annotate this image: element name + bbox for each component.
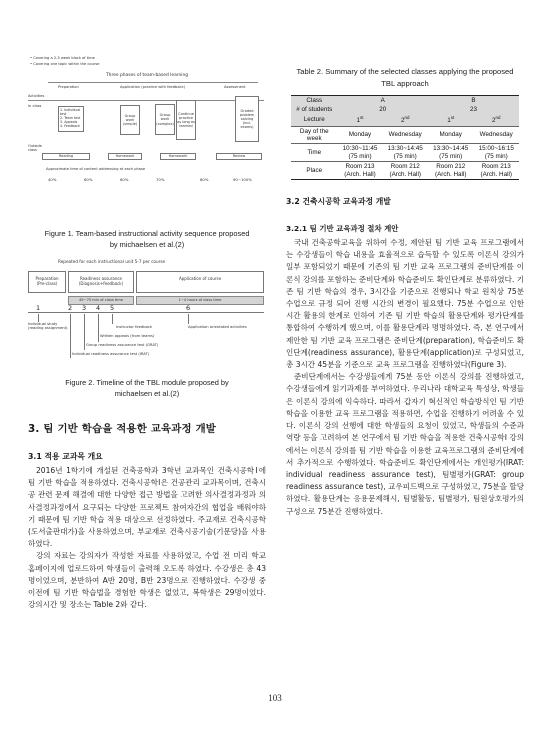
percent-label: 60% <box>84 177 93 182</box>
lecture-suffix: nd <box>495 115 501 121</box>
table-row <box>291 105 519 114</box>
section-3-2-1-paragraph-1: 국내 건축공학교육을 위하여 수정, 제안된 팀 기반 교육 프로그램에서는 수강생들이 학습 내용을 효율적으로 습득할 수 있도록 이론식 강의가 일부 포함되었기 때문에 기존의 팀 기반 교육 프로그램의 준비단계를 이론식 강의를 포함하는 준비단계와 학습준비도 확인단계로 분류하였다. 기존 팀 기반 학습의 경우, 3시간을 기준으로 진행되나 학교 원칙상 75분 수업으로 규정 되어 진행 시간의 변경이 필요했다. 75분 수업으로 인한 시간 활용의 한계로 인하여 기존 팀 기반 학습의 활용단계와 평가단계를 통합하여 수행하게 했으며, 이를 활용단계라 명명하였다. 즉, 본 연구에서 제안한 팀 기반 교육 프로그램은 준비단계(preparation), 학습준비도 확인단계(readiness assurance), 활용단계(application)로 구성되었고, 총 3시간 45분을 기준으로 교육 프로그램을 진행하였다(Figure 3). <box>286 237 524 370</box>
figure-2-caption <box>28 377 266 400</box>
section-3-1-title: 3.1 적용 교과목 개요 <box>28 451 103 461</box>
timeline-line <box>28 312 264 313</box>
table-cell <box>291 126 338 144</box>
table-cell <box>428 162 474 180</box>
table-cell: 23 <box>428 105 519 114</box>
percent-label: 70% <box>156 177 165 182</box>
table-row <box>291 126 519 144</box>
figure-2-diagram <box>28 259 266 363</box>
table-cell <box>428 115 474 127</box>
left-column <box>28 56 266 612</box>
table-2-caption-line: Table 2. Summary of the selected classes applying the proposed <box>296 67 514 76</box>
group-work-complex-box: Group work (complex) <box>155 104 175 135</box>
section-3-2-1-paragraph-2: 준비단계에서는 수강생들에게 75분 동안 이론식 강의를 진행하였고, 수강생들에게 읽기과제를 부여하였다. 우리나라 대학교육 특성상, 학생들은 이론식 강의에 익숙하다. 따라서 갑자기 혁신적인 학습방식인 팀 기반 학습을 이용한 교육 프로그램을 적용하면, 수업을 진행하기 어려울 수 있다. 이론식 강의 선행에 대한 학생들의 요청이 있었고, 학생들의 수준과 역량 등을 고려하여 본 연구에서 팀 기반 학습을 적용한 건축시공학Ⅰ 강의에서는 이론식 강의를 팀 기반 학습을 이용한 교육프로그램의 준비단계에서 추가적으로 수행하였다. 학습준비도 확인단계에서는 개인평가(IRAT: individual readiness assurance test), 팀별평가(GRAT: group readiness assurance test), 교우피드백으로 구성하였고, 75분을 할당하였다. 활용단계는 응용문제해시, 팀별활동, 팀별평가, 팀원상호평가의 구성으로 75분간 진행하였다. <box>286 372 524 516</box>
figure-1-bullet: • Covering one topic within the course <box>30 62 100 66</box>
tick-line <box>98 314 99 342</box>
lecture-suffix: nd <box>404 115 410 121</box>
phase-preparation: Preparation <box>58 85 79 89</box>
section-3-1-paragraph-2: 강의 자료는 강의자가 작성한 자료를 사용하였고, 수업 전 미리 학교 홈페이지에 업로드하여 학생들이 출력해 오도록 하였다. 수강생은 총 43명이었으며, 분반하여 A반 20명, B반 23명으로 진행하였다. 수강생 중 이전에 팀 기반 학습법을 경험한 학생은 없었고, 복학생은 29명이었다. 강의시간 및 장소는 Table 2와 같다. <box>28 551 266 610</box>
right-column <box>286 56 524 518</box>
percent-label: 60% <box>120 177 129 182</box>
preparation-box <box>28 271 66 293</box>
duration-value: (75 min) <box>484 152 508 160</box>
day-label-line: week <box>306 135 322 143</box>
table-cell <box>382 115 428 127</box>
table-cell <box>338 162 383 180</box>
continue-practice-box: Continue practice as long as learned <box>176 100 196 140</box>
figure-2-caption-line: Figure 2. Timeline of the TBL module proposed by <box>65 377 229 387</box>
section-3-1-paragraph-1: 2016년 1학기에 개설된 건축공학과 3학년 교과목인 건축시공학Ⅰ에 팀 기반 학습을 적용하였다. 건축시공학Ⅰ은 건공관리 교과목이며, 건축시공 관련 문제 해결에 대한 다양한 접근 방법을 고려한 의사결정과정과 의사결정과정에서 요구되는 다양한 프로젝트 참여자간의 협업을 배워야하기 때문에 팀 기반 학습 적용 대상으로 선정하였다. 주교재로 건축시공학(도서출판대가)을 사용하였으며, 부교재로 건축시공기술(기문당)을 사용하였다. <box>28 465 266 549</box>
application-activities-label: Application orientated activities <box>188 324 247 329</box>
table-row <box>291 162 519 180</box>
outside-class-label: Outside class <box>28 144 42 153</box>
step-number: 5 <box>110 303 115 312</box>
room-value: Room 212 <box>390 162 420 170</box>
lecture-number: 2 <box>492 117 496 125</box>
lecture-suffix: st <box>450 115 455 121</box>
step-number: 6 <box>186 303 191 312</box>
figure-1-heading: Three phases of team-based learning <box>106 73 189 78</box>
table-2 <box>291 95 519 180</box>
duration-value: (75 min) <box>393 152 417 160</box>
figure-2-top-note: Repeated for each instructional unit 5-7 per course <box>58 258 166 264</box>
time-value: 10:30~11:45 <box>342 145 378 153</box>
application-box: Application of course <box>136 271 264 293</box>
reading-box: Reading <box>42 153 90 160</box>
figure-1-bullet: • Covering a 2-3 week block of time <box>30 56 95 60</box>
approx-time-label: Approximate time of content addressing at each phase <box>46 167 146 171</box>
table-cell <box>473 162 519 180</box>
written-appeals-label: Written appeals (from teams) <box>100 333 155 338</box>
figure-1-diagram <box>28 56 266 186</box>
page-number: 103 <box>268 693 282 703</box>
graded-problem-box: Graded problem solving (incl. exams) <box>235 96 259 142</box>
step-number: 1 <box>36 303 41 312</box>
table-cell: Class <box>291 96 338 106</box>
table-cell: B <box>428 96 519 106</box>
table-cell: A <box>338 96 428 106</box>
table-cell: # of students <box>291 105 338 114</box>
phase-line <box>48 82 258 83</box>
instructor-feedback-label: Instructor feedback <box>116 324 153 329</box>
phase-application: Application (practice with feedback) <box>120 85 185 89</box>
review-box: Review <box>216 153 262 160</box>
figure-1-caption <box>28 228 266 251</box>
time-value: 13:30~14:45 <box>433 145 469 153</box>
table-cell: Monday <box>338 126 383 144</box>
tick-line <box>84 314 85 350</box>
preparation-sub: (Pre-class) <box>36 280 58 286</box>
table-row <box>291 144 519 162</box>
time-value: 15:00~16:15 <box>478 145 514 153</box>
activities-label: Activities <box>28 94 45 98</box>
readiness-box <box>68 271 134 293</box>
duration-value: (75 min) <box>439 152 463 160</box>
table-cell <box>338 115 383 127</box>
group-work-simple-box: Group work (simple) <box>120 105 140 135</box>
figure-1-caption-line: by michaelsen et al.(2) <box>109 240 185 250</box>
percent-label: 40% <box>48 177 57 182</box>
table-cell: Time <box>291 144 338 162</box>
percent-label: 90~100% <box>233 177 252 182</box>
room-value: Room 212 <box>436 162 466 170</box>
section-3-2-1-title: 3.2.1 팀 기반 교육과정 절차 계안 <box>286 223 399 233</box>
section-3-2-title: 3.2 건축시공학 교육과정 개발 <box>286 196 391 206</box>
preparation-title: Preparation <box>35 275 59 281</box>
grat-label: Group readiness assurance test (GRAT) <box>86 342 159 347</box>
room-value: Room 213 <box>345 162 375 170</box>
table-cell: Monday <box>428 126 474 144</box>
lecture-number: 1 <box>447 117 451 125</box>
table-2-caption <box>286 66 524 90</box>
tick-line <box>38 314 39 322</box>
step-number: 2 <box>68 303 73 312</box>
time-bar-2: 1~4 hours of class time <box>136 296 264 305</box>
hall-value: (Arch. Hall) <box>480 170 512 178</box>
time-bar-1: 45~75 min of class time <box>68 296 134 305</box>
table-cell <box>473 144 519 162</box>
readiness-sub: (Diagnosis+feedback) <box>78 280 124 286</box>
tick-line <box>70 314 71 358</box>
irat-label: Individual readiness assurance test (IRAT) <box>72 351 150 356</box>
row-divider <box>28 100 264 101</box>
section-3-title: 3. 팀 기반 학습을 적용한 교육과정 개발 <box>28 422 217 435</box>
tick-line <box>112 314 113 324</box>
table-cell: 20 <box>338 105 428 114</box>
hall-value: (Arch. Hall) <box>344 170 376 178</box>
table-row <box>291 115 519 127</box>
room-value: Room 213 <box>481 162 511 170</box>
day-label-line: Day of the <box>299 127 329 135</box>
figure-1-caption-line: Figure 1. Team-based instructional activity sequence proposed <box>44 229 250 238</box>
table-cell: Wednesday <box>473 126 519 144</box>
duration-value: (75 min) <box>348 152 372 160</box>
in-class-label: In class <box>28 104 42 108</box>
table-cell: Lecture <box>291 115 338 127</box>
table-cell: Place <box>291 162 338 180</box>
lecture-number: 2 <box>401 117 405 125</box>
time-value: 13:30~14:45 <box>387 145 423 153</box>
homework-box-1: Homework <box>108 153 142 160</box>
table-cell <box>338 144 383 162</box>
tick-line <box>188 314 189 324</box>
figure-2-caption-line: michaelsen et al.(2) <box>114 389 180 399</box>
table-cell <box>382 144 428 162</box>
step-number: 3 <box>82 303 87 312</box>
individual-study-label: Individual study (reading assignment) <box>28 321 68 331</box>
readiness-title: Readiness assurance <box>79 275 123 281</box>
percent-label: 80% <box>200 177 209 182</box>
homework-box-2: Homework <box>160 153 196 160</box>
phase-assessment: Assessment <box>224 85 246 89</box>
lecture-suffix: st <box>360 115 364 121</box>
step-number: 4 <box>96 303 101 312</box>
rat-steps-box: 1. Individual test 2. Team test 3. Appeals 4. Feedback <box>58 106 84 132</box>
table-cell <box>473 115 519 127</box>
lecture-number: 1 <box>356 117 361 125</box>
hall-value: (Arch. Hall) <box>434 170 467 178</box>
table-cell <box>428 144 474 162</box>
table-cell <box>382 162 428 180</box>
table-row <box>291 96 519 106</box>
table-cell: Wednesday <box>382 126 428 144</box>
table-2-caption-line: TBL approach <box>381 79 429 89</box>
hall-value: (Arch. Hall) <box>389 170 421 178</box>
